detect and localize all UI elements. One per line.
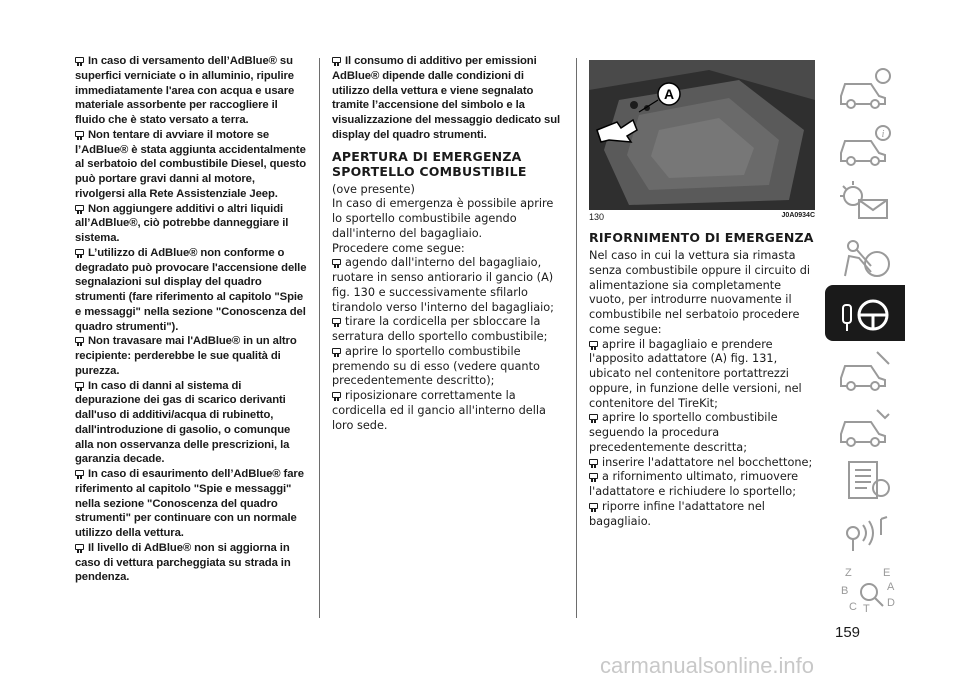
warning-lights-icon[interactable] (825, 172, 905, 228)
car-bullet-icon (589, 473, 598, 479)
trunk-figure (589, 60, 815, 210)
car-bullet-icon (332, 348, 341, 354)
warning-item: Il livello di AdBlue® non si aggiorna in caso di vettura parcheggiata su strada in pendenza. (75, 541, 291, 584)
car-warning-icon (75, 57, 84, 63)
car-info-icon[interactable] (825, 60, 905, 116)
car-warning-icon (75, 249, 84, 255)
car-warning-icon (75, 382, 84, 388)
warning-item: In caso di danni al sistema di depurazione dei gas di scarico derivanti dall'uso di additivi/acqua di rubinetto, dall'introduzione di gasolio, o comunque alla non osservanza delle prescrizioni, la garanzia decade. (75, 379, 291, 466)
subnote: (ove presente) (332, 182, 415, 196)
index-letter-e: E (883, 567, 891, 579)
figure-caption (589, 212, 815, 222)
key-steering-icon[interactable] (825, 285, 905, 341)
safety-icon[interactable] (825, 230, 905, 286)
figure-label: A (663, 86, 675, 102)
car-warning-icon (75, 337, 84, 343)
car-settings-icon[interactable] (825, 117, 905, 173)
section-heading: APERTURA DI EMERGENZA SPORTELLO COMBUSTIBILE (332, 148, 527, 179)
warning-item: Non travasare mai l'AdBlue® in un altro recipiente: perderebbe le sue qualità di purezza. (75, 335, 297, 377)
intro-text: In caso di emergenza è possibile aprire lo sportello combustibile agendo dall'interno del bagagliaio. (332, 197, 554, 240)
warning-item: Non aggiungere additivi o altri liquidi all’AdBlue®, ciò potrebbe danneggiare il sistema. (75, 202, 289, 244)
step-item: a rifornimento ultimato, rimuovere l'adattatore e richiudere lo sportello; (589, 470, 799, 498)
step-item: aprire il bagagliaio e prendere l'apposito adattatore (A) fig. 131, ubicato nel contenitore portattrezzi oppure, in funzione delle versioni, nel contenitore del TireKit; (589, 337, 802, 410)
column-divider (319, 58, 320, 618)
index-letter-a: A (887, 581, 895, 593)
section-heading: RIFORNIMENTO DI EMERGENZA (589, 230, 814, 245)
svg-text:i: i (881, 129, 885, 140)
emergency-refuel-column (589, 60, 815, 529)
step-item: aprire lo sportello combustibile seguendo la procedura precedentemente descritta; (589, 411, 778, 454)
index-letter-c: C (849, 601, 857, 613)
index-icon[interactable] (825, 560, 905, 616)
figure-number: 130 (589, 212, 605, 222)
car-bullet-icon (589, 341, 598, 347)
car-warning-icon (332, 57, 341, 63)
index-letter-t: T (863, 603, 870, 614)
step-item: aprire lo sportello combustibile premendo su di esso (vedere quanto precedentemente descritto); (332, 344, 540, 388)
car-bullet-icon (589, 503, 598, 509)
multimedia-icon[interactable] (825, 505, 905, 561)
car-warning-icon (75, 131, 84, 137)
warning-item: In caso di versamento dell’AdBlue® su superfici verniciate o in alluminio, ripulire immediatamente l'area con acqua e usare materiale assorbente per raccogliere il fluido che è stato versato a terra. (75, 55, 295, 126)
car-warning-icon (75, 470, 84, 476)
step-item: riporre infine l'adattatore nel bagagliaio. (589, 499, 765, 528)
step-item: tirare la cordicella per sbloccare la serratura dello sportello combustibile; (332, 315, 548, 343)
car-bullet-icon (332, 259, 341, 265)
figure-code: J0A0934C (781, 212, 815, 219)
step-item: inserire l'adattatore nel bocchettone; (589, 456, 815, 471)
watermark: carmanualsonline.info (600, 653, 815, 678)
car-warning-icon (75, 205, 84, 211)
warning-item: Non tentare di avviare il motore se l’AdBlue® è stata aggiunta accidentalmente al serbatoio del combustibile Diesel, questo può portare gravi danni al motore, rivolgersi alla Rete Assistenziale Jeep. (75, 128, 307, 200)
intro-text: Nel caso in cui la vettura sia rimasta senza combustibile oppure il circuito di alimentazione sia completamente vuoto, per introdurre nuovamente il combustibile nel serbatoio procedere come segue: (589, 249, 811, 336)
emergency-icon[interactable] (825, 342, 905, 398)
index-letter-z: Z (845, 567, 852, 579)
fuel-door-column (332, 54, 564, 433)
step-item: agendo dall'interno del bagagliaio, ruotare in senso antiorario il gancio (A) fig. 130 e successivamente sfilarlo tirandolo verso l'interno del bagagliaio; (332, 256, 554, 314)
trunk-interior-image (589, 60, 815, 210)
specs-list-icon[interactable] (825, 452, 905, 508)
index-letter-b: B (841, 585, 849, 597)
warnings-column (75, 54, 307, 585)
car-bullet-icon (332, 318, 341, 324)
car-service-icon[interactable] (825, 398, 905, 454)
page-number: 159 (835, 624, 861, 641)
warning-item: Il consumo di additivo per emissioni AdBlue® dipende dalle condizioni di utilizzo della vettura e viene segnalato tramite l’accensione del simbolo e la visualizzazione del messaggio dedicato sul display del quadro strumenti. (332, 55, 561, 141)
column-divider (576, 58, 577, 618)
index-letter-d: D (887, 597, 895, 609)
step-item: riposizionare correttamente la cordicella ed il gancio all'interno della loro sede. (332, 389, 546, 432)
car-bullet-icon (332, 392, 341, 398)
warning-item: L’utilizzo di AdBlue® non conforme o degradato può provocare l'accensione delle segnalazioni sul display del quadro strumenti (fare riferimento al capitolo "Spie e messaggi" nella sezione "Conoscenza del quadro strumenti"). (75, 246, 307, 333)
procedure-label: Procedere come segue: (332, 241, 465, 255)
car-bullet-icon (589, 459, 598, 465)
car-warning-icon (75, 544, 84, 550)
warning-item: In caso di esaurimento dell’AdBlue® fare riferimento al capitolo "Spie e messaggi" nella sezione "Conoscenza del quadro strumenti" per continuare con un normale utilizzo della vettura. (75, 468, 304, 539)
car-bullet-icon (589, 414, 598, 420)
